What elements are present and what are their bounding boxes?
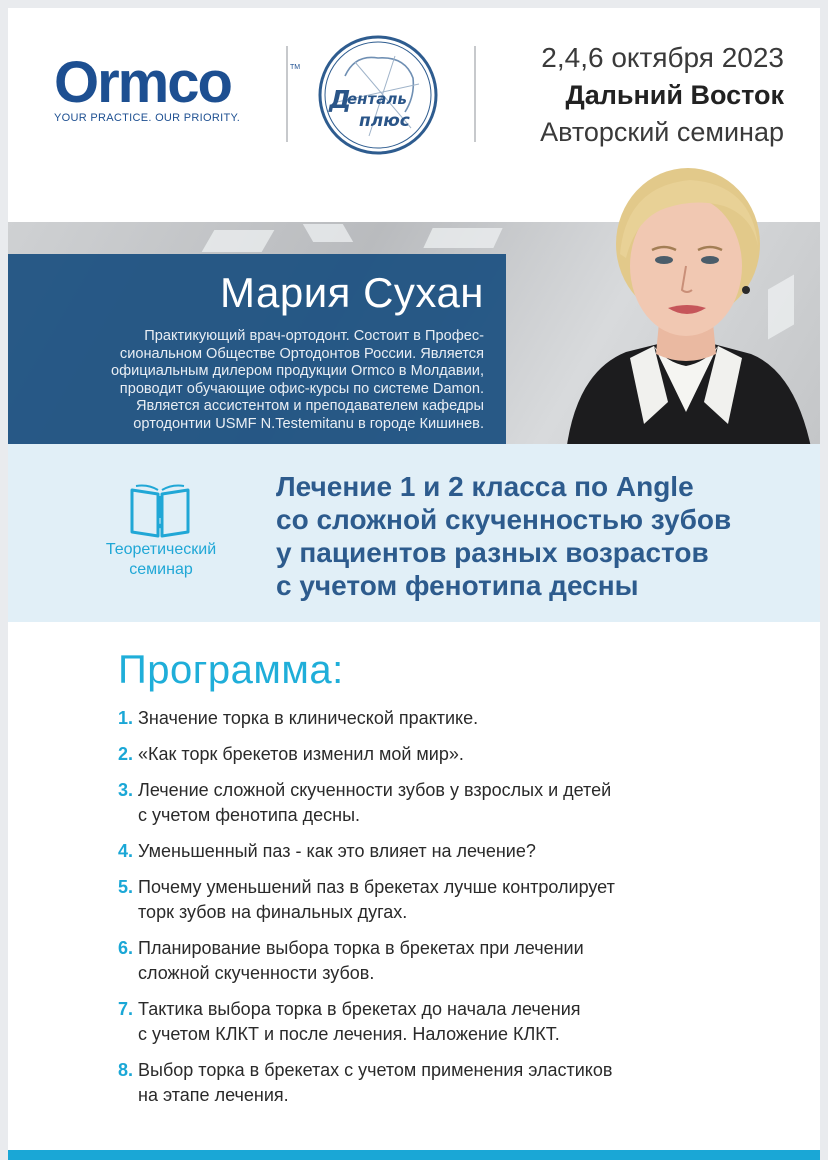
ormco-logo [54,50,301,124]
program-item [118,997,758,1047]
program-item-text: Планирование выбора торка в брекетах при лечении сложной скученности зубов. [138,938,584,983]
header-divider-left [286,46,288,142]
program-list [118,706,758,1119]
speaker-bio-line: сиональном Обществе Ортодонтов России. Является [119,345,484,362]
seminar-type-line: Теоретический [105,541,217,558]
program-item-number: 5. [118,877,134,897]
event-kind: Авторский семинар [540,117,784,147]
background-pattern [423,228,502,248]
speaker-bio [18,328,484,434]
speaker-bio-line: проводит обучающие офис-курсы по системе Damon. [119,380,484,397]
program-item-number: 8. [118,1060,134,1080]
background-pattern [202,230,275,252]
seminar-title [276,470,806,602]
speaker-bio-panel [8,254,506,444]
speaker-name: Мария Сухан [220,269,484,316]
program-item [118,742,758,767]
open-book-icon [128,482,192,538]
program-item-number: 7. [118,999,134,1019]
program-item [118,839,758,864]
seminar-title-line: Лечение 1 и 2 класса по Angle [276,471,694,502]
program-item [118,706,758,731]
seminar-title-line: у пациентов разных возрастов [276,537,709,568]
speaker-portrait [556,162,816,452]
speaker-bio-line: ортодонтии USMF N.Testemitanu в городе Кишинев. [133,415,484,432]
svg-text:енталь: енталь [347,90,407,108]
event-region: Дальний Восток [565,80,784,110]
program-item-text: Значение торка в клинической практике. [138,708,479,728]
program-item-number: 3. [118,780,134,800]
header-divider-right [474,46,476,142]
event-header [540,40,784,150]
svg-text:Д: Д [329,85,352,114]
program-item [118,1058,758,1108]
bottom-accent-bar [8,1150,820,1160]
speaker-bio-line: Практикующий врач-ортодонт. Состоит в Профес- [144,328,484,344]
program-item [118,778,758,828]
seminar-strip [8,444,820,622]
program-item-text: Лечение сложной скученности зубов у взрослых и детей с учетом фенотипа десны. [138,780,612,825]
program-item-text: Уменьшенный паз - как это влияет на лечение? [138,841,536,861]
background-pattern [303,224,353,242]
program-item-text: Выбор торка в брекетах с учетом применения эластиков на этапе лечения. [138,1060,613,1105]
program-item [118,875,758,925]
seminar-title-line: со сложной скученностью зубов [276,504,732,535]
seminar-type [88,540,234,580]
program-item-number: 1. [118,708,134,728]
ormco-wordmark: Ormco [54,50,231,115]
program-item-text: Почему уменьшений паз в брекетах лучше контролирует торк зубов на финальных дугах. [138,877,615,922]
event-date: 2,4,6 октября 2023 [541,42,784,73]
program-item [118,936,758,986]
program-item-number: 4. [118,841,134,861]
ormco-tagline: YOUR PRACTICE. OUR PRIORITY. [54,112,241,124]
speaker-bio-line: Является ассистентом и преподавателем кафедры [135,398,484,415]
seminar-type-line: семинар [129,561,193,578]
ormco-trademark: TM [290,64,301,71]
program-item-number: 6. [118,938,134,958]
dental-plus-logo [315,32,441,158]
svg-text:плюс: плюс [359,111,410,131]
program-item-number: 2. [118,744,134,764]
program-item-text: «Как торк брекетов изменил мой мир». [138,744,464,764]
speaker-bio-line: официальным дилером продукции Ormco в Молдавии, [110,363,484,380]
program-item-text: Тактика выбора торка в брекетах до начала лечения с учетом КЛКТ и после лечения. Наложение КЛКТ. [138,999,581,1044]
seminar-title-line: с учетом фенотипа десны [276,570,639,601]
flyer-page [8,8,820,1160]
program-title: Программа: [118,648,344,692]
